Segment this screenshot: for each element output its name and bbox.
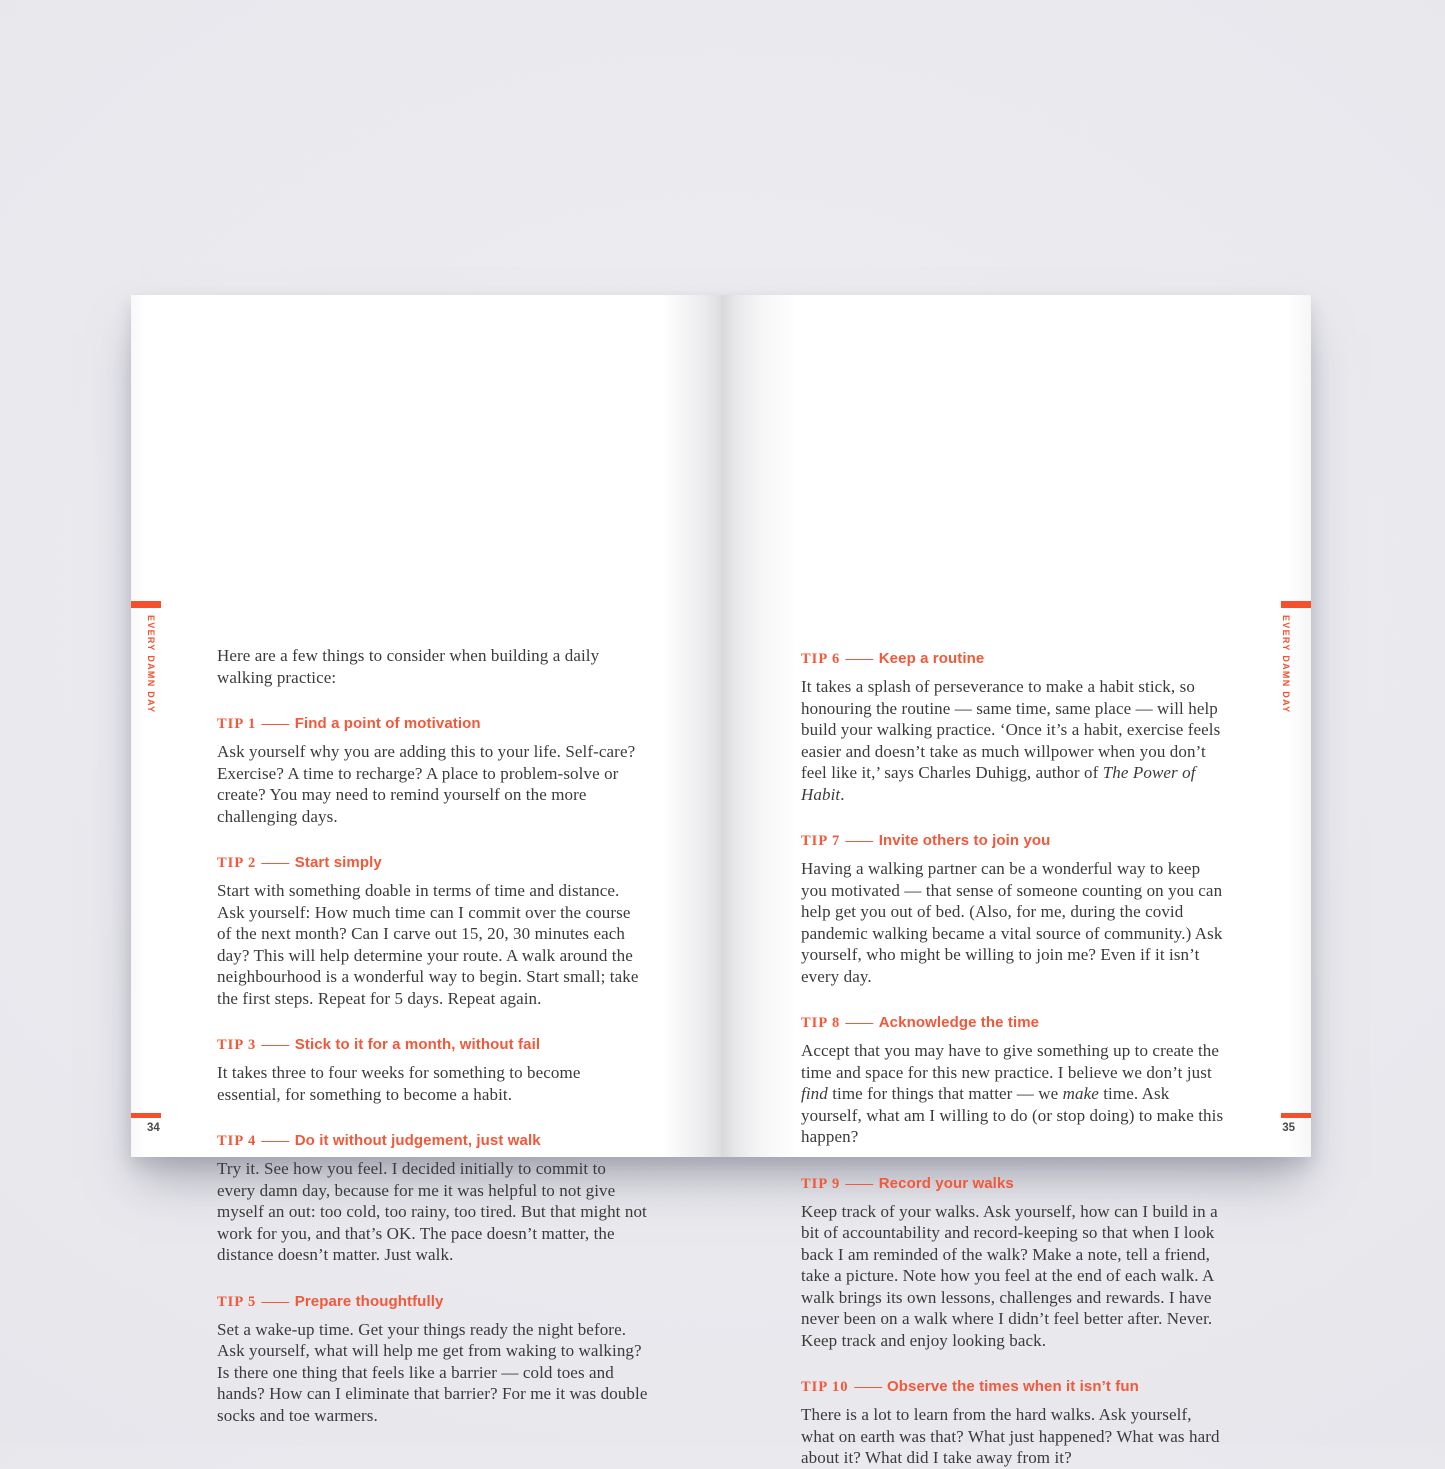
spine-accent-bar (1281, 601, 1311, 608)
tip-separator: — (845, 1015, 874, 1031)
tip-block-5 (217, 1290, 648, 1427)
tip-separator: — (261, 1293, 290, 1310)
spine-title: EVERY DAMN DAY (146, 615, 156, 714)
tip-heading (217, 851, 648, 873)
right-page-content (801, 647, 1225, 1469)
tip-heading (217, 1129, 648, 1151)
tip-heading (217, 1290, 648, 1312)
tip-separator: — (845, 1175, 874, 1192)
tip-label: TIP 6 (801, 651, 841, 667)
tip-label: TIP 8 (801, 1015, 841, 1031)
tip-title: Acknowledge the time (878, 1014, 1040, 1031)
tip-block-8 (801, 1011, 1225, 1148)
tip-body: It takes three to four weeks for something to become essential, for something to become a habit. (217, 1063, 581, 1104)
tip-block-2 (217, 851, 648, 1009)
tip-block-9 (801, 1172, 1225, 1352)
tip-block-3 (217, 1033, 648, 1105)
spine-accent-bar (131, 601, 161, 608)
tip-heading (217, 712, 648, 734)
tip-body: It takes a splash of perseverance to make a habit stick, so honouring the routine — same time, same place — will help build your walking practice. ‘Once it’s a habit, exercise feels easier and doesn’t take as much willpower when you don’t feel like it,’ says Charles Duhigg, author of The Power of Habit. (801, 677, 1221, 804)
tip-body: Ask yourself why you are adding this to your life. Self-care? Exercise? A time to recharge? A place to problem-solve or create? You may need to remind yourself on the more challenging days. (217, 742, 636, 826)
tip-heading (801, 647, 1225, 669)
tip-body: Accept that you may have to give something up to create the time and space for this new practice. I believe we don’t just find time for things that matter — we make time. Ask yourself, what am I willing to do (or stop doing) to make this happen? (801, 1041, 1224, 1146)
tip-title: Stick to it for a month, without fail (294, 1036, 541, 1053)
tip-label: TIP 10 (801, 1379, 849, 1395)
folio-accent-dash (131, 1113, 161, 1118)
tip-heading (801, 1172, 1225, 1194)
page-number: 34 (147, 1122, 160, 1134)
tip-body: Keep track of your walks. Ask yourself, how can I build in a bit of accountability and record-keeping so that when I look back I am reminded of the walk? Make a note, tell a friend, take a picture. Note how you feel at the end of each walk. A walk brings its own lessons, challenges and rewards. I have never been on a walk where I didn’t feel better after. Never. Keep track and enjoy looking back. (801, 1201, 1218, 1350)
tip-heading (217, 1033, 648, 1055)
tip-body: Set a wake-up time. Get your things ready the night before. Ask yourself, what will help me get from waking to walking? Is there one thing that feels like a barrier — cold toes and hands? How can I eliminate that barrier? For me it was double socks and toe warmers. (217, 1319, 648, 1425)
tip-heading (801, 1011, 1225, 1033)
tip-separator: — (261, 1133, 290, 1149)
tip-label: TIP 9 (801, 1175, 841, 1192)
tip-separator: — (261, 716, 290, 732)
tip-body: Try it. See how you feel. I decided initially to commit to every damn day, because for me it was helpful to not give myself an out: too cold, too rainy, too tired. But that might not work for you, and that’s OK. The pace doesn’t matter, the distance doesn’t matter. Just walk. (217, 1159, 647, 1264)
tip-label: TIP 7 (801, 833, 841, 849)
tip-body: Having a walking partner can be a wonderful way to keep you motivated — that sense of someone counting on you can help get you out of bed. (Also, for me, during the covid pandemic walking became a vital source of community.) Ask yourself, who might be willing to join me? Even if it isn’t every day. (801, 859, 1223, 986)
tip-heading (801, 1375, 1225, 1397)
tip-block-10 (801, 1375, 1225, 1469)
tip-title: Record your walks (878, 1174, 1014, 1192)
tip-title: Prepare thoughtfully (294, 1292, 444, 1310)
tip-heading (801, 829, 1225, 851)
tip-separator: — (261, 855, 290, 871)
tip-separator: — (845, 833, 874, 849)
book-spread (131, 295, 1311, 1467)
tip-title: Do it without judgement, just walk (294, 1132, 541, 1149)
tip-block-4 (217, 1129, 648, 1266)
tip-block-1 (217, 712, 648, 827)
tip-label: TIP 3 (217, 1037, 257, 1053)
tip-title: Observe the times when it isn’t fun (887, 1378, 1139, 1395)
tip-separator: — (853, 1379, 882, 1395)
intro-paragraph: Here are a few things to consider when building a daily walking practice: (217, 646, 600, 687)
tip-block-7 (801, 829, 1225, 987)
tip-label: TIP 2 (217, 855, 257, 871)
tip-title: Start simply (294, 854, 382, 871)
tip-block-6 (801, 647, 1225, 805)
tip-label: TIP 1 (217, 716, 257, 732)
tip-separator: — (261, 1037, 290, 1053)
tip-separator: — (845, 651, 874, 667)
tip-title: Invite others to join you (878, 832, 1051, 849)
tip-body: Start with something doable in terms of time and distance. Ask yourself: How much time can I commit over the course of the next month? Can I carve out 15, 20, 30 minutes each day? This will help determine your route. A walk around the neighbourhood is a wonderful way to begin. Start small; take the first steps. Repeat for 5 days. Repeat again. (217, 881, 639, 1008)
left-page (131, 295, 721, 1425)
tip-label: TIP 4 (217, 1133, 257, 1149)
spine-title: EVERY DAMN DAY (1281, 615, 1291, 714)
right-page (721, 295, 1311, 1467)
tip-title: Keep a routine (878, 650, 985, 667)
tip-body: There is a lot to learn from the hard walks. Ask yourself, what on earth was that? What just happened? What was hard about it? What did I take away from it? (801, 1405, 1220, 1467)
page-number: 35 (1282, 1122, 1295, 1134)
folio-accent-dash (1281, 1113, 1311, 1118)
left-page-content (217, 645, 648, 1426)
tip-label: TIP 5 (217, 1293, 257, 1310)
tip-title: Find a point of motivation (294, 715, 481, 732)
